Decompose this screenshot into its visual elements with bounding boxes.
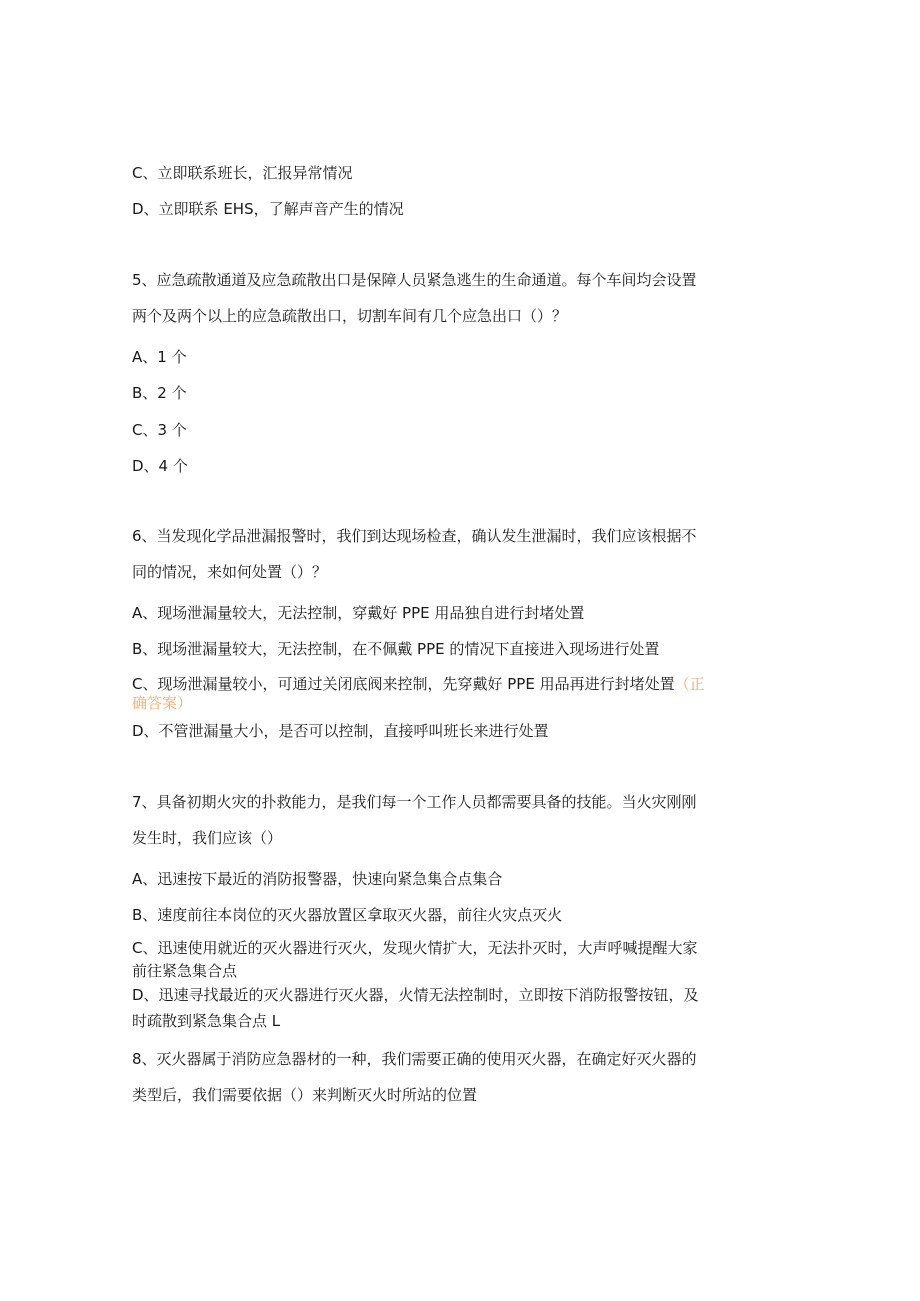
q7-option-b: B、速度前往本岗位的灭火器放置区拿取灭火器，前往火灾点灭火 xyxy=(132,906,563,924)
q7-option-c-line-1: C、迅速使用就近的灭火器进行灭火，发现火情扩大，无法扑灭时，大声呼喊提醒大家 xyxy=(132,939,698,957)
q5-option-a: A、1 个 xyxy=(132,348,187,366)
q8-stem-line-2: 类型后，我们需要依据（）来判断灭火时所站的位置 xyxy=(132,1086,478,1104)
q7-option-d-line-2: 时疏散到紧急集合点 L xyxy=(132,1012,281,1030)
q7-stem-line-1: 7、具备初期火灾的扑救能力，是我们每一个工作人员都需要具备的技能。当火灾刚刚 xyxy=(132,793,697,811)
q5-option-c: C、3 个 xyxy=(132,421,187,439)
q6-option-a: A、现场泄漏量较大，无法控制，穿戴好 PPE 用品独自进行封堵处置 xyxy=(132,604,585,622)
q6-option-b: B、现场泄漏量较大，无法控制，在不佩戴 PPE 的情况下直接进入现场进行处置 xyxy=(132,640,660,658)
q5-stem-line-1: 5、应急疏散通道及应急疏散出口是保障人员紧急逃生的生命通道。每个车间均会设置 xyxy=(132,271,697,289)
q6-option-d: D、不管泄漏量大小，是否可以控制，直接呼叫班长来进行处置 xyxy=(132,722,549,740)
q7-option-d-line-1: D、迅速寻找最近的灭火器进行灭火器，火情无法控制时，立即按下消防报警按钮，及 xyxy=(132,986,699,1004)
q7-option-c-line-2: 前往紧急集合点 xyxy=(132,962,238,980)
q6-option-c-line-2: 确答案） xyxy=(132,694,193,712)
q6-option-c-text: C、现场泄漏量较小，可通过关闭底阀来控制，先穿戴好 PPE 用品再进行封堵处置 xyxy=(132,675,675,693)
q5-option-b: B、2 个 xyxy=(132,384,187,402)
q6-option-c-line-1 xyxy=(132,675,705,693)
q6-stem-line-2: 同的情况，来如何处置（）？ xyxy=(132,563,328,581)
q8-stem-line-1: 8、灭火器属于消防应急器材的一种，我们需要正确的使用灭火器，在确定好灭火器的 xyxy=(132,1050,697,1068)
q7-option-a: A、迅速按下最近的消防报警器，快速向紧急集合点集合 xyxy=(132,870,503,888)
q4-option-c: C、立即联系班长，汇报异常情况 xyxy=(132,164,353,182)
answer-hint: （正 xyxy=(674,675,705,693)
q4-option-d: D、立即联系 EHS，了解声音产生的情况 xyxy=(132,200,404,218)
q6-stem-line-1: 6、当发现化学品泄漏报警时，我们到达现场检查，确认发生泄漏时，我们应该根据不 xyxy=(132,527,697,545)
q5-option-d: D、4 个 xyxy=(132,457,188,475)
q7-stem-line-2: 发生时，我们应该（） xyxy=(132,829,283,847)
q5-stem-line-2: 两个及两个以上的应急疏散出口，切割车间有几个应急出口（）？ xyxy=(132,307,568,325)
